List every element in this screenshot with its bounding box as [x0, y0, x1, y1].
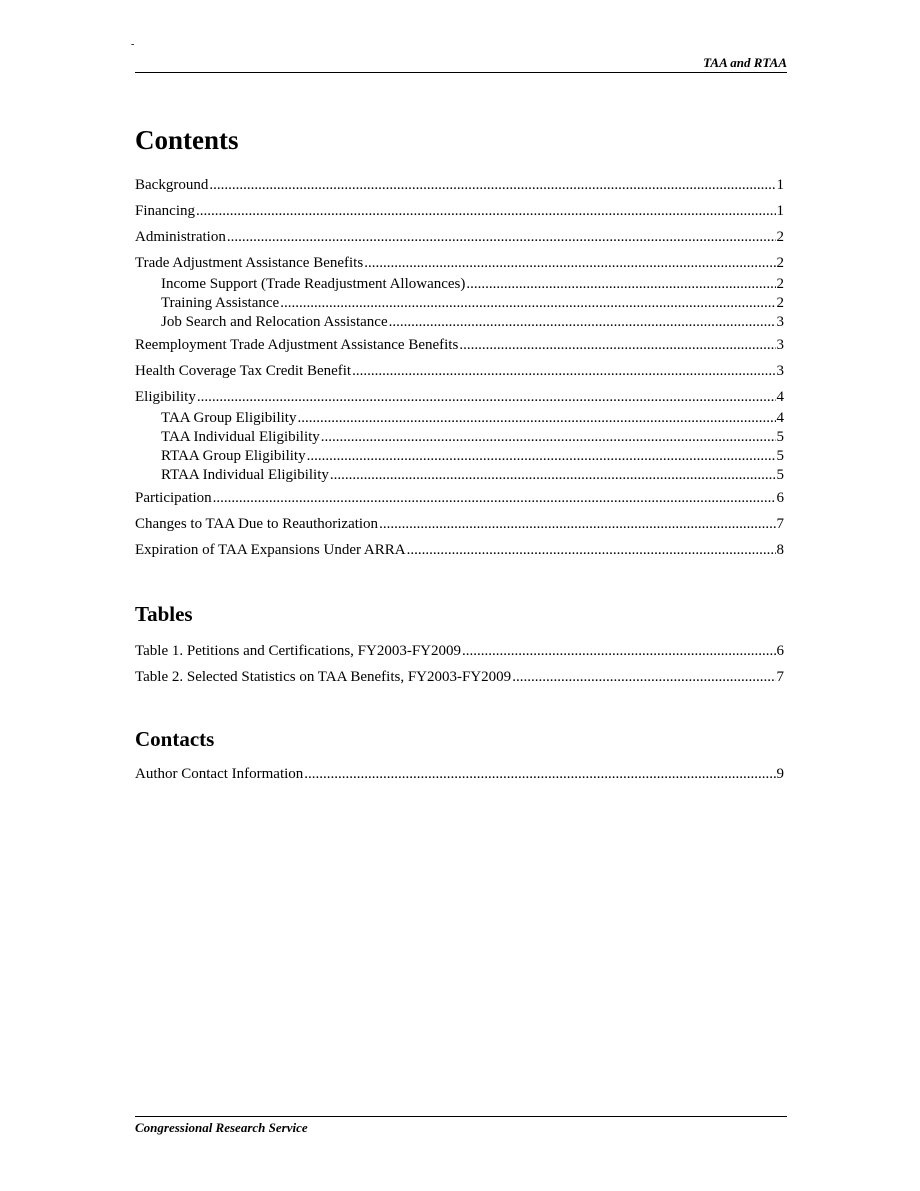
toc-entry[interactable]: [135, 362, 784, 381]
toc-entry-label: RTAA Individual Eligibility: [161, 467, 329, 483]
toc-entry-page: 2: [776, 295, 784, 311]
toc-subentry[interactable]: [135, 447, 784, 466]
toc-entry-page: 6: [776, 490, 784, 506]
toc-entry-page: 2: [776, 276, 784, 292]
toc-entry-page: 1: [776, 177, 784, 193]
toc-entry-page: 5: [776, 467, 784, 483]
toc-entry-label: Background: [135, 177, 209, 193]
toc-entry-label: Income Support (Trade Readjustment Allowances): [161, 276, 466, 292]
toc-entry[interactable]: [135, 254, 784, 273]
toc-entry-label: Table 2. Selected Statistics on TAA Benefits, FY2003-FY2009: [135, 669, 512, 685]
toc-entry-label: Eligibility: [135, 389, 196, 405]
toc-entry-label: Health Coverage Tax Credit Benefit: [135, 363, 352, 379]
toc-entry-page: 4: [776, 389, 784, 405]
toc-entry-label: Job Search and Relocation Assistance: [161, 314, 388, 330]
toc-entry[interactable]: [135, 228, 784, 247]
toc-entry-label: Trade Adjustment Assistance Benefits: [135, 255, 364, 271]
toc-entry-label: Table 1. Petitions and Certifications, FY2003-FY2009: [135, 643, 462, 659]
toc-subentry[interactable]: [135, 275, 784, 294]
toc-subentry[interactable]: [135, 466, 784, 485]
page-mark: -: [131, 39, 135, 50]
toc-entry-label: RTAA Group Eligibility: [161, 448, 306, 464]
toc-entry-page: 4: [776, 410, 784, 426]
toc-entry[interactable]: [135, 388, 784, 407]
toc-entry[interactable]: [135, 176, 784, 195]
toc-entry[interactable]: [135, 541, 784, 560]
toc-entry-label: Reemployment Trade Adjustment Assistance Benefits: [135, 337, 459, 353]
toc-entry-page: 6: [776, 643, 784, 659]
toc-entry-label: Training Assistance: [161, 295, 280, 311]
toc-entry-page: 7: [776, 516, 784, 532]
toc-entry-page: 5: [776, 448, 784, 464]
toc-entry-label: Administration: [135, 229, 226, 245]
toc-entry-label: TAA Individual Eligibility: [161, 429, 320, 445]
toc-entry-page: 3: [776, 314, 784, 330]
toc-subentry[interactable]: [135, 313, 784, 332]
contacts-title: Contacts: [135, 727, 215, 751]
toc-subentry[interactable]: [135, 428, 784, 447]
toc-entry[interactable]: [135, 489, 784, 508]
toc-entry-label: TAA Group Eligibility: [161, 410, 297, 426]
toc-entry-label: Participation: [135, 490, 212, 506]
toc-entry-page: 9: [776, 766, 784, 782]
tables-entry[interactable]: [135, 668, 784, 687]
toc-subentry[interactable]: [135, 409, 784, 428]
running-header: TAA and RTAA: [703, 55, 787, 70]
running-footer: Congressional Research Service: [135, 1120, 308, 1135]
toc-entry[interactable]: [135, 515, 784, 534]
toc-entry-page: 2: [776, 229, 784, 245]
tables-entry[interactable]: [135, 642, 784, 661]
toc-entry-page: 1: [776, 203, 784, 219]
toc-entry-page: 2: [776, 255, 784, 271]
toc-entry[interactable]: [135, 202, 784, 221]
toc-entry-page: 5: [776, 429, 784, 445]
footer-rule: [135, 1116, 787, 1117]
header-rule: [135, 72, 787, 73]
toc-entry-page: 7: [776, 669, 784, 685]
table-of-contents: [135, 120, 784, 784]
toc-entry-label: Expiration of TAA Expansions Under ARRA: [135, 542, 406, 558]
contents-title: Contents: [135, 125, 239, 155]
toc-entry[interactable]: [135, 336, 784, 355]
tables-title: Tables: [135, 602, 193, 626]
toc-entry-page: 8: [776, 542, 784, 558]
toc-entry-label: Financing: [135, 203, 195, 219]
contacts-entry[interactable]: [135, 765, 784, 784]
toc-entry-page: 3: [776, 337, 784, 353]
toc-entry-label: Changes to TAA Due to Reauthorization: [135, 516, 379, 532]
toc-subentry[interactable]: [135, 294, 784, 313]
toc-entry-label: Author Contact Information: [135, 766, 304, 782]
toc-entry-page: 3: [776, 363, 784, 379]
